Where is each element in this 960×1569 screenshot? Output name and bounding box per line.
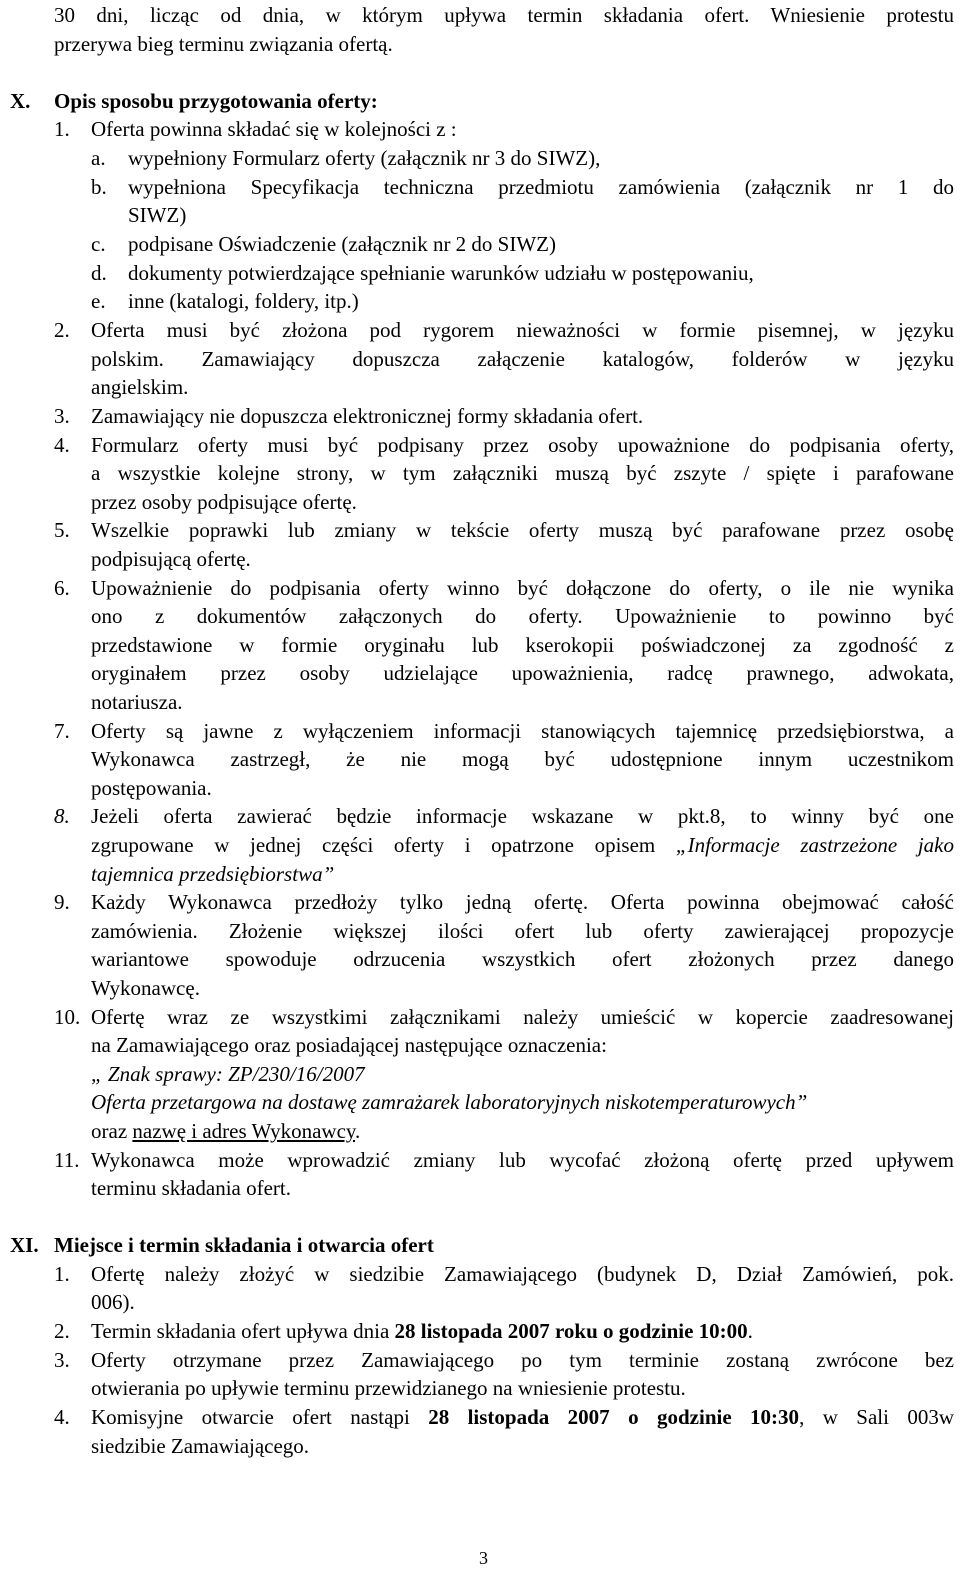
list-item-text: Jeżeli oferta zawierać będzie informacje wskazane w pkt.8, to winny być one [91, 804, 954, 828]
sublist-letter: b. [91, 175, 107, 199]
list-item-text: terminu składania ofert. [91, 1176, 292, 1200]
list-item-text: Wykonawcę. [91, 976, 200, 1000]
list-item-text: ono z dokumentów załączonych do oferty. Upoważnienie to powinno być [91, 604, 954, 628]
list-item-text [91, 832, 954, 858]
sublist-letter: a. [91, 146, 106, 170]
page-number: 3 [479, 1548, 488, 1568]
list-item-text: 006). [91, 1290, 135, 1314]
text-run: Termin składania ofert upływa dnia [91, 1319, 395, 1343]
list-item-text: Ofertę należy złożyć w siedzibie Zamawiającego (budynek D, Dział Zamówień, pok. [91, 1262, 954, 1286]
list-number: 6. [54, 576, 70, 600]
list-number: 1. [54, 117, 70, 141]
list-item-text: Oferty otrzymane przez Zamawiającego po tym terminie zostaną zwrócone bez [91, 1348, 954, 1372]
list-item-text: podpisującą ofertę. [91, 547, 251, 571]
list-number: 10. [54, 1005, 81, 1029]
opening-date: 28 listopada 2007 o godzinie 10:30 [428, 1405, 800, 1429]
list-item-text [91, 1318, 753, 1344]
list-item-text: a wszystkie kolejne strony, w tym załączniki muszą być zszyte / spięte i parafowane [91, 461, 954, 485]
list-item-text: przez osoby podpisujące ofertę. [91, 490, 357, 514]
section-number: X. [10, 89, 31, 113]
sublist-item-text: wypełniony Formularz oferty (załącznik nr 3 do SIWZ), [128, 146, 601, 170]
sublist-item-text: wypełniona Specyfikacja techniczna przedmiotu zamówienia (załącznik nr 1 do [128, 175, 954, 199]
list-item-text [91, 1118, 360, 1144]
italic-quote: tajemnica przedsiębiorstwa” [91, 862, 335, 886]
list-item-text: przedstawione w formie oryginału lub kserokopii poświadczonej za zgodność z [91, 633, 954, 657]
paragraph-line: 30 dni, licząc od dnia, w którym upływa termin składania ofert. Wniesienie protestu [54, 3, 954, 27]
list-item-text: Zamawiający nie dopuszcza elektronicznej formy składania ofert. [91, 404, 644, 428]
underlined-text: nazwę i adres Wykonawcy [132, 1119, 356, 1143]
text-run: , w Sali 003w [799, 1405, 955, 1429]
text-run: oraz [91, 1119, 133, 1143]
sublist-item-text: podpisane Oświadczenie (załącznik nr 2 do SIWZ) [128, 232, 556, 256]
paragraph-line: przerywa bieg terminu związania ofertą. [54, 32, 393, 56]
text-run: Komisyjne otwarcie ofert nastąpi [91, 1405, 429, 1429]
list-item-text: Wykonawca może wprowadzić zmiany lub wycofać złożoną ofertę przed upływem [91, 1148, 954, 1172]
section-number: XI. [10, 1233, 39, 1257]
text-run: zgrupowane w jednej części oferty i opatrzone opisem [91, 833, 676, 857]
list-item-text: na Zamawiającego oraz posiadającej następujące oznaczenia: [91, 1033, 607, 1057]
list-number: 4. [54, 433, 70, 457]
sublist-letter: e. [91, 289, 106, 313]
list-number: 9. [54, 890, 70, 914]
text-run: . [355, 1119, 361, 1143]
sublist-item-text: SIWZ) [128, 203, 187, 227]
list-number: 5. [54, 518, 70, 542]
list-item-text: oryginałem przez osoby udzielające upoważnienia, radcę prawnego, adwokata, [91, 661, 954, 685]
list-item-text: zamówienia. Złożenie większej ilości ofert lub oferty zawierającej propozycje [91, 919, 954, 943]
offer-title-label: Oferta przetargowa na dostawę zamrażarek laboratoryjnych niskotemperaturowych” [91, 1090, 808, 1114]
list-item-text: Oferty są jawne z wyłączeniem informacji stanowiących tajemnicę przedsiębiorstwa, a [91, 719, 954, 743]
list-item-text: Wszelkie poprawki lub zmiany w tekście oferty muszą być parafowane przez osobę [91, 518, 954, 542]
list-number: 2. [54, 1319, 70, 1343]
list-number: 1. [54, 1262, 70, 1286]
section-title: Opis sposobu przygotowania oferty: [54, 89, 378, 113]
sublist-item-text: dokumenty potwierdzające spełnianie warunków udziału w postępowaniu, [128, 261, 754, 285]
list-item-text: Ofertę wraz ze wszystkimi załącznikami należy umieścić w kopercie zaadresowanej [91, 1005, 954, 1029]
list-item-text: angielskim. [91, 375, 189, 399]
sublist-item-text: inne (katalogi, foldery, itp.) [128, 289, 359, 313]
list-item-text: otwierania po upływie terminu przewidzianego na wniesienie protestu. [91, 1376, 686, 1400]
italic-quote: „Informacje zastrzeżone jako [675, 833, 954, 857]
text-run: . [747, 1319, 753, 1343]
list-item-text: siedzibie Zamawiającego. [91, 1434, 310, 1458]
list-item-text: Upoważnienie do podpisania oferty winno być dołączone do oferty, o ile nie wynika [91, 576, 954, 600]
list-item-text: Formularz oferty musi być podpisany przez osoby upoważnione do podpisania oferty, [91, 433, 954, 457]
list-item-text: polskim. Zamawiający dopuszcza załączenie katalogów, folderów w języku [91, 347, 954, 371]
list-item-text: Każdy Wykonawca przedłoży tylko jedną ofertę. Oferta powinna obejmować całość [91, 890, 954, 914]
list-item-text: wariantowe spowoduje odrzucenia wszystkich ofert złożonych przez danego [91, 947, 954, 971]
list-item-text: Oferta musi być złożona pod rygorem nieważności w formie pisemnej, w języku [91, 318, 954, 342]
list-number: 3. [54, 1348, 70, 1372]
list-number: 4. [54, 1405, 70, 1429]
list-item-text [91, 1404, 954, 1430]
section-title: Miejsce i termin składania i otwarcia ofert [54, 1233, 434, 1257]
case-number-label: „ Znak sprawy: ZP/230/16/2007 [91, 1062, 365, 1086]
list-number: 2. [54, 318, 70, 342]
sublist-letter: c. [91, 232, 106, 256]
list-number: 3. [54, 404, 70, 428]
list-item-text: notariusza. [91, 690, 183, 714]
list-number: 7. [54, 719, 70, 743]
list-number: 8. [54, 804, 70, 828]
deadline-date: 28 listopada 2007 roku o godzinie 10:00 [394, 1319, 748, 1343]
sublist-letter: d. [91, 261, 107, 285]
list-number: 11. [54, 1148, 80, 1172]
list-item-text: Oferta powinna składać się w kolejności z : [91, 117, 457, 141]
list-item-text: postępowania. [91, 776, 212, 800]
list-item-text: Wykonawca zastrzegł, że nie mogą być udostępnione innym uczestnikom [91, 747, 954, 771]
